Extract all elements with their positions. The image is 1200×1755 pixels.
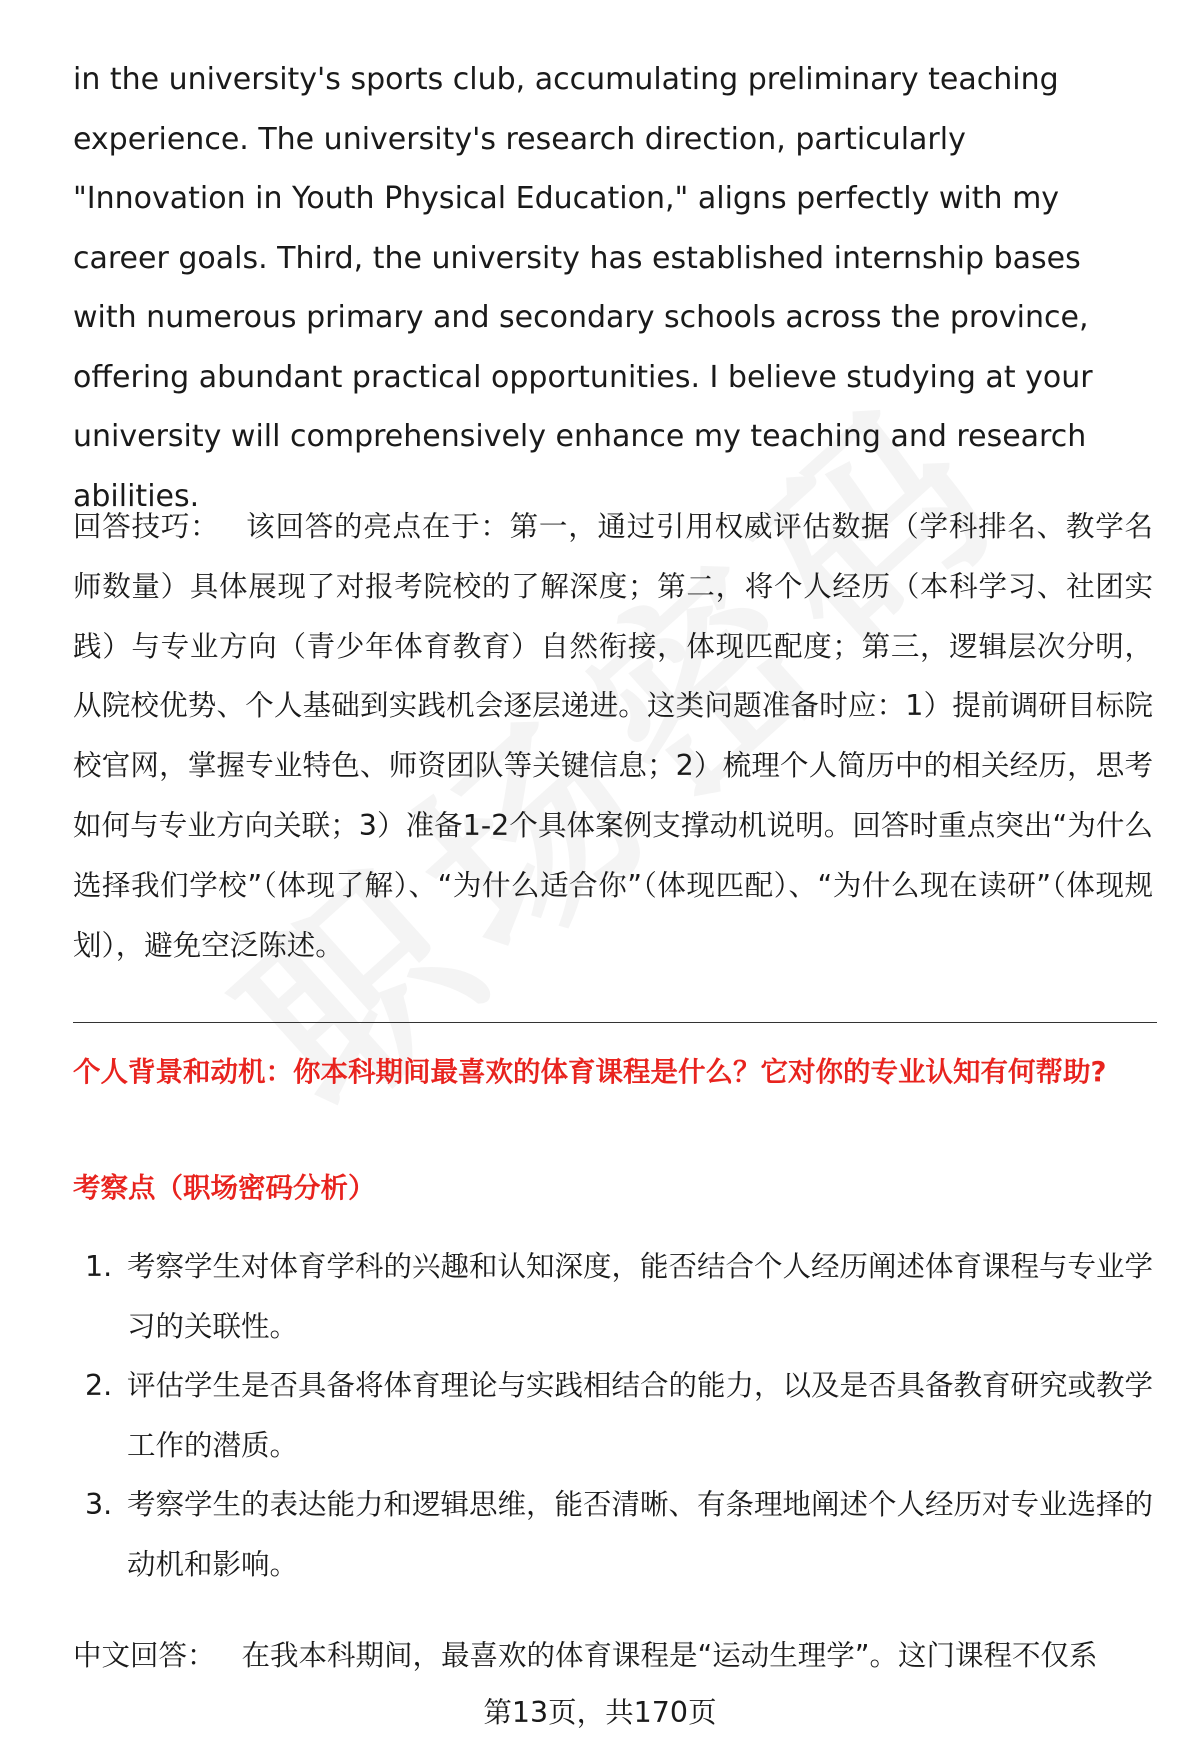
exam-point-number: 2. — [85, 1369, 113, 1402]
chinese-answer-label: 中文回答： — [73, 1639, 216, 1672]
answer-tips-label: 回答技巧： — [73, 510, 220, 543]
exam-point-item — [73, 1356, 1153, 1475]
exam-point-number: 1. — [85, 1250, 113, 1283]
chinese-answer-text: 在我本科期间，最喜欢的体育课程是“运动生理学”。这门课程不仅系 — [241, 1639, 1098, 1672]
exam-points-heading: 考察点（职场密码分析） — [73, 1172, 376, 1204]
chinese-answer-paragraph — [73, 1626, 1153, 1686]
exam-point-text: 考察学生的表达能力和逻辑思维，能否清晰、有条理地阐述个人经历对专业选择的动机和影响。 — [127, 1488, 1154, 1581]
answer-tips-text: 该回答的亮点在于：第一，通过引用权威评估数据（学科排名、教学名师数量）具体展现了对报考院校的了解深度；第二，将个人经历（本科学习、社团实践）与专业方向（青少年体育教育）自然衔接，体现匹配度；第三，逻辑层次分明，从院校优势、个人基础到实践机会逐层递进。这类问题准备时应：1）提前调研目标院校官网，掌握专业特色、师资团队等关键信息；2）梳理个人简历中的相关经历，思考如何与专业方向关联；3）准备1-2个具体案例支撑动机说明。回答时重点突出“为什么选择我们学校”（体现了解）、“为什么适合你”（体现匹配）、“为什么现在读研”（体现规划），避免空泛陈述。 — [73, 510, 1153, 962]
exam-point-item — [73, 1475, 1153, 1594]
section-divider — [73, 1022, 1157, 1023]
page-footer: 第13页，共170页 — [483, 1696, 717, 1729]
exam-points-list — [73, 1237, 1153, 1594]
exam-point-number: 3. — [85, 1488, 113, 1521]
intro-english-paragraph: in the university's sports club, accumulating preliminary teaching experience. The university's research direction, particularly "Innovation in Youth Physical Education," aligns perfectly with my career goals. Third, the university has established internship bases with numerous primary and secondary schools across the province, offering abundant practical opportunities. I believe studying at your university will comprehensively enhance my teaching and research abilities. — [73, 62, 1093, 514]
exam-point-text: 考察学生对体育学科的兴趣和认知深度，能否结合个人经历阐述体育课程与专业学习的关联性。 — [127, 1250, 1154, 1343]
answer-tips-paragraph — [73, 497, 1153, 975]
question-title: 个人背景和动机：你本科期间最喜欢的体育课程是什么？它对你的专业认知有何帮助? — [73, 1056, 1107, 1088]
exam-point-text: 评估学生是否具备将体育理论与实践相结合的能力，以及是否具备教育研究或教学工作的潜质。 — [127, 1369, 1154, 1462]
exam-point-item — [73, 1237, 1153, 1356]
